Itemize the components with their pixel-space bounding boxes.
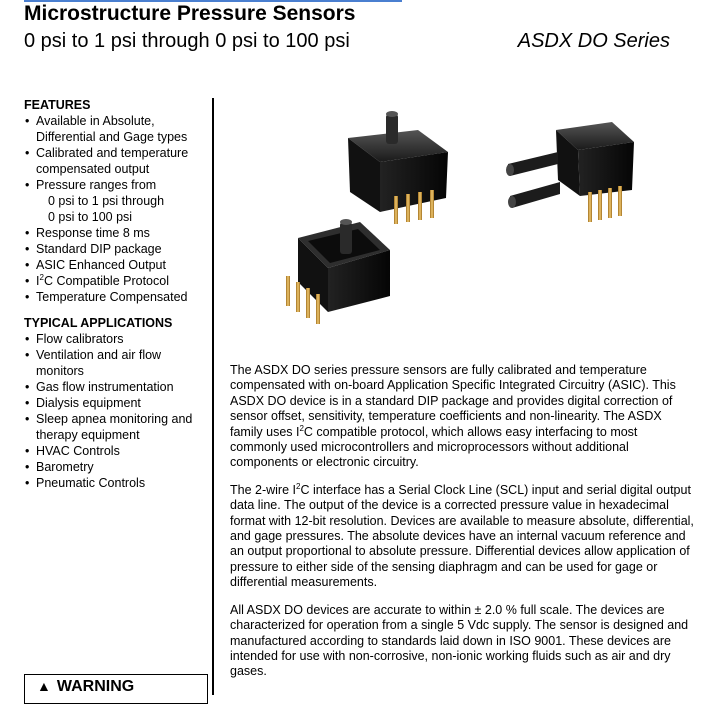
- list-item: • Barometry: [24, 459, 210, 475]
- list-item: • Sleep apnea monitoring and therapy equipment: [24, 411, 210, 443]
- list-item: [24, 273, 210, 289]
- list-item: • ASIC Enhanced Output: [24, 257, 210, 273]
- paragraph-3: All ASDX DO devices are accurate to within ± 2.0 % full scale. The devices are characterized for operation from a single 5 Vdc supply. The sensor is designed and manufactured according to standards laid down in ISO 9001. These devices are intended for use with non-corrosive, non-ionic working fluids such as air and dry gases.: [230, 602, 689, 679]
- column-divider: [212, 98, 214, 695]
- list-item: • Calibrated and temperature compensated output: [24, 145, 210, 177]
- list-item: [24, 177, 210, 225]
- list-item: • Standard DIP package: [24, 241, 210, 257]
- paragraph-2: [230, 483, 696, 591]
- left-column: [24, 97, 210, 491]
- warning-label: WARNING: [56, 678, 135, 695]
- series-name: ASDX DO Series: [517, 30, 670, 52]
- range-line-1: 0 psi to 1 psi through: [48, 194, 165, 208]
- paragraph-2-part-a: The 2-wire I: [230, 482, 296, 497]
- list-item: • Gas flow instrumentation: [24, 379, 210, 395]
- list-item: • Dialysis equipment: [24, 395, 210, 411]
- list-item-text: Pressure ranges from: [36, 178, 157, 192]
- list-item: • HVAC Controls: [24, 443, 210, 459]
- features-heading: FEATURES: [24, 98, 91, 112]
- sensor-image-1: [348, 111, 448, 224]
- list-item: • Pneumatic Controls: [24, 475, 210, 491]
- range-line-2: 0 psi to 100 psi: [48, 210, 133, 224]
- paragraph-1: [230, 363, 696, 471]
- page-title: Microstructure Pressure Sensors: [24, 2, 356, 25]
- i2c-superscript: 2: [299, 423, 304, 433]
- i2c-superscript: 2: [296, 481, 301, 491]
- product-photo: [240, 100, 700, 360]
- paragraph-1-part-a: The ASDX DO series pressure sensors are fully calibrated and temperature compensated with on-board Application Specific Integrated Circuitry (ASIC). This ASDX DO device is in a standard DIP package and provides digital correction of sensor offset, sensitivity, temperature coefficients and non-linearity. The ASDX family uses I: [230, 363, 676, 439]
- page-subtitle: 0 psi to 1 psi through 0 psi to 100 psi: [24, 30, 350, 52]
- list-item: • Ventilation and air flow monitors: [24, 347, 210, 379]
- list-item-text: C Compatible Protocol: [43, 274, 169, 288]
- list-item: • Available in Absolute, Differential and Gage types: [24, 113, 210, 145]
- features-list: [24, 113, 210, 305]
- applications-section: [24, 315, 210, 491]
- list-item: • Temperature Compensated: [24, 289, 210, 305]
- list-item: • Response time 8 ms: [24, 225, 210, 241]
- applications-list: [24, 331, 210, 491]
- i2c-prefix: I: [36, 274, 40, 288]
- sensor-image-3: [286, 219, 390, 324]
- warning-triangle-icon: ▲: [37, 678, 51, 694]
- description-body: [230, 363, 696, 692]
- sensor-image-2: [506, 122, 634, 222]
- list-item: • Flow calibrators: [24, 331, 210, 347]
- i2c-superscript: 2: [39, 272, 44, 282]
- paragraph-2-part-b: C interface has a Serial Clock Line (SCL) input and serial digital output data line. The output of the device is a corrected pressure value in hexadecimal format with 12-bit resolution. Devices are available to measure absolute, differential, and gage pressures. The absolute devices have an internal vacuum reference and an output proportional to absolute pressure. Differential devices allow application of pressure to either side of the sensing diaphragm and can be used for gage or differential measurements.: [230, 482, 694, 590]
- applications-heading: TYPICAL APPLICATIONS: [24, 316, 173, 330]
- paragraph-1-part-b: C compatible protocol, which allows easy interfacing to most commonly used microcontrollers and microprocessors without additional components or electronic circuitry.: [230, 424, 638, 470]
- warning-box: [24, 674, 208, 704]
